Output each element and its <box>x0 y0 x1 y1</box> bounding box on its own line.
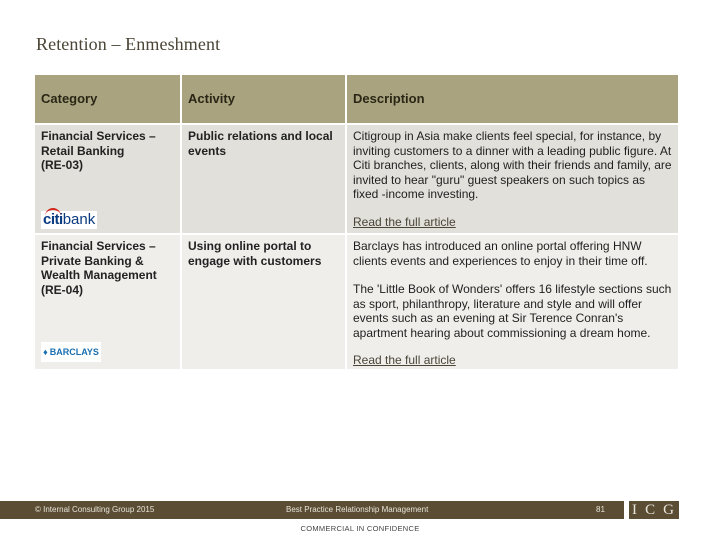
category-line: Wealth Management <box>41 268 157 282</box>
description-paragraph: Barclays has introduced an online portal offering HNW clients events and experiences to enjoy in their time off. <box>353 239 648 268</box>
table-header-row <box>35 75 678 123</box>
read-article-link[interactable]: Read the full article <box>353 215 456 229</box>
table-row <box>35 235 678 369</box>
category-code: (RE-03) <box>41 158 84 172</box>
barclays-logo: ♦ BARCLAYS <box>41 342 101 362</box>
footer-bar <box>0 501 624 519</box>
category-cell <box>35 125 180 233</box>
citibank-logo: citi bank <box>41 211 97 229</box>
activity-cell: Using online portal to engage with customers <box>182 235 345 369</box>
eagle-icon: ♦ <box>43 346 48 357</box>
header-category: Category <box>35 75 180 123</box>
category-cell <box>35 235 180 369</box>
header-description: Description <box>347 75 678 123</box>
footer-copyright: © Internal Consulting Group 2015 <box>35 505 155 514</box>
category-line: Private Banking & <box>41 253 144 268</box>
read-article-link[interactable]: Read the full article <box>353 353 456 367</box>
page-number: 81 <box>596 505 605 514</box>
category-line: Financial Services – <box>41 239 156 253</box>
category-line: Financial Services – <box>41 129 156 143</box>
category-line: Retail Banking <box>41 143 125 158</box>
page-title: Retention – Enmeshment <box>36 34 221 54</box>
table-row <box>35 125 678 233</box>
activity-cell: Public relations and local events <box>182 125 345 233</box>
description-cell <box>347 125 678 233</box>
confidentiality-notice: COMMERCIAL IN CONFIDENCE <box>300 524 420 533</box>
description-paragraph: The 'Little Book of Wonders' offers 16 lifestyle sections such as sport, philanthropy, literature and style and will offer events such as an evening at Sir Terence Conran's apartment hearing about commissioning a dream home. <box>353 282 672 340</box>
category-code: (RE-04) <box>41 282 84 297</box>
icg-logo: I C G <box>629 501 679 519</box>
citi-arc-icon <box>45 208 61 218</box>
footer-title: Best Practice Relationship Management <box>286 505 429 514</box>
header-activity: Activity <box>182 75 345 123</box>
description-paragraph: Citigroup in Asia make clients feel special, for instance, by inviting customers to a dinner with a leading public figure. At Citi branches, clients, along with their friends and family, are invited to hear "guru" guest speakers on such topics as fixed -income investing. <box>353 129 672 201</box>
retention-table <box>35 75 678 369</box>
description-cell <box>347 235 678 369</box>
